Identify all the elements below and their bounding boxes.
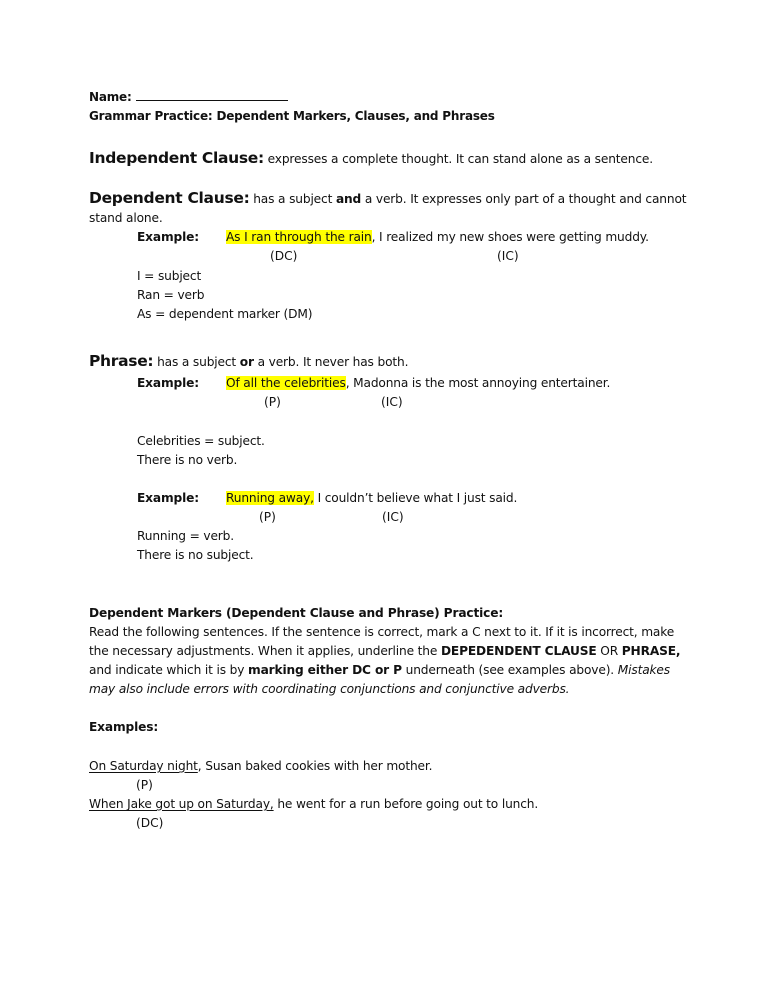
phrase-term: Phrase: bbox=[89, 352, 154, 370]
phrase-example1-sentence bbox=[226, 375, 610, 391]
independent-clause-text: expresses a complete thought. It can stand alone as a sentence. bbox=[263, 152, 653, 166]
name-label: Name: bbox=[89, 90, 132, 104]
dependent-clause-line2: stand alone. bbox=[89, 211, 163, 225]
phrase-emphasis: PHRASE, bbox=[621, 644, 681, 658]
name-blank-line bbox=[136, 88, 288, 101]
phrase-text-2: a verb. It never has both. bbox=[253, 355, 409, 369]
dc-example-label bbox=[137, 229, 199, 245]
independent-clause-term: Independent Clause: bbox=[89, 149, 264, 167]
phrase-note-no-verb: There is no verb. bbox=[137, 453, 238, 467]
dependent-clause-text-1: has a subject bbox=[249, 192, 336, 206]
tag-p: (P) bbox=[259, 510, 276, 524]
example-label: Example: bbox=[137, 230, 199, 244]
phrase-example2-label bbox=[137, 490, 199, 506]
dependent-clause-definition bbox=[89, 190, 686, 207]
example-label: Example: bbox=[137, 376, 199, 390]
underlined-dependent-clause: When Jake got up on Saturday, bbox=[89, 797, 274, 811]
example-label: Example: bbox=[137, 491, 199, 505]
example-rest: he went for a run before going out to lunch. bbox=[273, 797, 539, 811]
independent-clause-definition bbox=[89, 150, 653, 167]
practice-line-4: may also include errors with coordinating conjunctions and conjunctive adverbs. bbox=[89, 682, 570, 696]
tag-p: (P) bbox=[136, 778, 153, 792]
phrase-note-verb: Running = verb. bbox=[137, 529, 234, 543]
dc-example-sentence bbox=[226, 229, 649, 245]
dc-note-subject: I = subject bbox=[137, 269, 202, 283]
practice-text: the necessary adjustments. When it applies, underline the bbox=[89, 644, 441, 658]
phrase-example1-label bbox=[137, 375, 199, 391]
tag-dc: (DC) bbox=[136, 816, 164, 830]
phrase-note-no-subject: There is no subject. bbox=[137, 548, 254, 562]
phrase-or: or bbox=[239, 355, 254, 369]
practice-heading: Dependent Markers (Dependent Clause and Phrase) Practice: bbox=[89, 606, 504, 620]
phrase-note-subject: Celebrities = subject. bbox=[137, 434, 265, 448]
dc-note-verb: Ran = verb bbox=[137, 288, 205, 302]
example-rest: , Madonna is the most annoying entertainer. bbox=[345, 376, 611, 390]
highlighted-phrase: Running away, bbox=[226, 491, 314, 505]
dependent-clause-term: Dependent Clause: bbox=[89, 189, 250, 207]
highlighted-dependent-clause: As I ran through the rain bbox=[226, 230, 372, 244]
highlighted-phrase: Of all the celebrities bbox=[226, 376, 346, 390]
name-field bbox=[89, 88, 288, 105]
mistakes-note: Mistakes bbox=[617, 663, 670, 677]
phrase-example2-sentence bbox=[226, 490, 517, 506]
marking-emphasis: marking either DC or P bbox=[248, 663, 402, 677]
example-sentence-1 bbox=[89, 758, 432, 774]
tag-ic: (IC) bbox=[382, 510, 404, 524]
tag-p: (P) bbox=[264, 395, 281, 409]
example-sentence-2 bbox=[89, 796, 538, 812]
examples-heading: Examples: bbox=[89, 720, 159, 734]
tag-ic: (IC) bbox=[381, 395, 403, 409]
practice-line-2 bbox=[89, 643, 680, 659]
underlined-phrase: On Saturday night bbox=[89, 759, 198, 773]
dc-note-marker: As = dependent marker (DM) bbox=[137, 307, 313, 321]
tag-ic: (IC) bbox=[497, 249, 519, 263]
phrase-text-1: has a subject bbox=[153, 355, 240, 369]
phrase-definition bbox=[89, 353, 408, 370]
practice-text: OR bbox=[596, 644, 622, 658]
tag-dc: (DC) bbox=[270, 249, 298, 263]
practice-text: and indicate which it is by bbox=[89, 663, 249, 677]
example-rest: I couldn’t believe what I just said. bbox=[313, 491, 518, 505]
worksheet-title: Grammar Practice: Dependent Markers, Clauses, and Phrases bbox=[89, 109, 495, 123]
practice-text: underneath (see examples above). bbox=[401, 663, 618, 677]
example-rest: , I realized my new shoes were getting muddy. bbox=[371, 230, 649, 244]
dependent-clause-text-2: a verb. It expresses only part of a thought and cannot bbox=[361, 192, 687, 206]
dependent-clause-emphasis: DEPEDENDENT CLAUSE bbox=[440, 644, 597, 658]
dependent-clause-and: and bbox=[335, 192, 362, 206]
practice-line-1: Read the following sentences. If the sentence is correct, mark a C next to it. If it is incorrect, make bbox=[89, 625, 675, 639]
example-rest: , Susan baked cookies with her mother. bbox=[197, 759, 433, 773]
practice-line-3 bbox=[89, 662, 670, 678]
